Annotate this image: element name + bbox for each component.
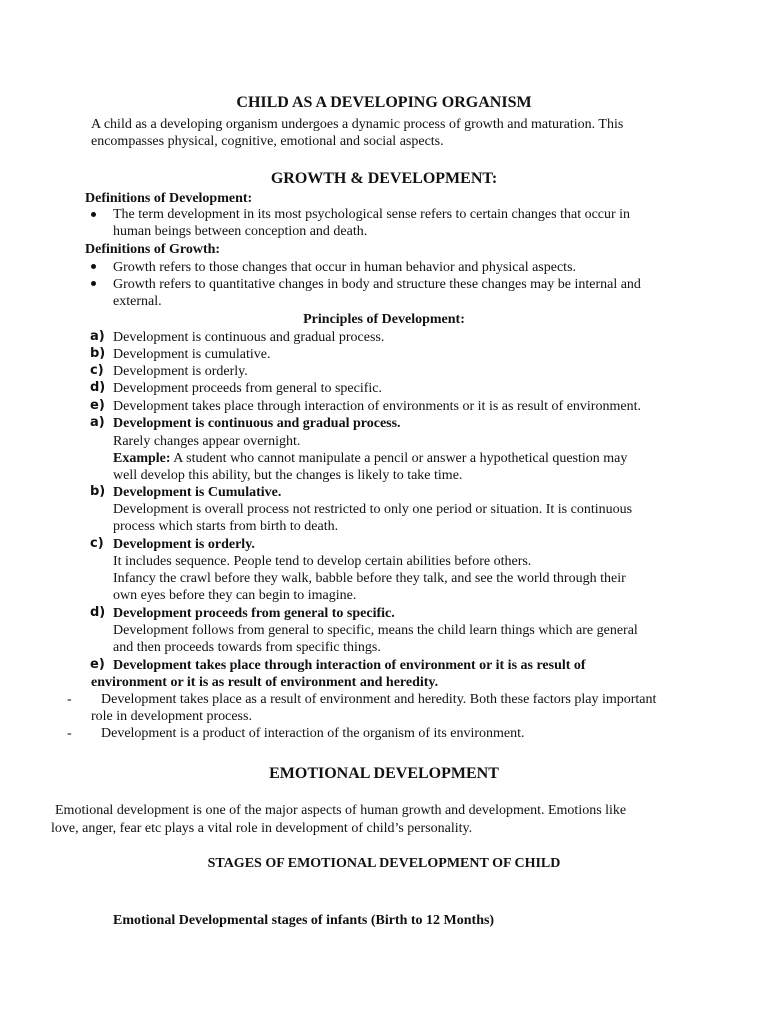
example-label: Example: [113,451,171,466]
detail-c-line: It includes sequence. People tend to develop certain abilities before others. [113,554,532,569]
detail-d-heading: Development proceeds from general to specific. [113,606,395,621]
list-letter: e) [90,657,105,672]
list-letter: b) [90,346,106,361]
list-letter: a) [90,415,105,430]
detail-e-heading: Development takes place through interaction of environment or it is as result of [113,658,586,673]
principle-item: Development takes place through interaction of environments or it is as result of environment. [113,399,641,414]
detail-c-line: own eyes before they can begin to imagine. [113,588,357,603]
detail-d-line: and then proceeds towards from specific things. [113,640,381,655]
dash-item: Development is a product of interaction of the organism of its environment. [101,726,525,741]
emotional-para-line-1: Emotional development is one of the major aspects of human growth and development. Emotions like [55,803,627,818]
document-title: CHILD AS A DEVELOPING ORGANISM [236,94,532,111]
detail-a-line: Rarely changes appear overnight. [113,434,301,449]
detail-b-line: Development is overall process not restricted to only one period or situation. It is continuous [113,502,633,517]
def-development-bullet-cont: human beings between conception and death. [113,224,368,239]
detail-b-heading: Development is Cumulative. [113,485,282,500]
def-growth-bullet-1: Growth refers to those changes that occur in human behavior and physical aspects. [113,260,577,275]
emotional-development-heading: EMOTIONAL DEVELOPMENT [269,765,499,782]
bullet-icon [91,281,96,286]
detail-a-heading: Development is continuous and gradual process. [113,416,401,431]
list-letter: c) [90,363,104,378]
list-letter: e) [90,398,105,413]
intro-line-2: encompasses physical, cognitive, emotional and social aspects. [91,134,444,149]
def-growth-heading: Definitions of Growth: [85,242,221,257]
def-development-bullet: The term development in its most psychological sense refers to certain changes that occur in [113,207,631,222]
bullet-icon [91,264,96,269]
principle-item: Development proceeds from general to specific. [113,381,383,396]
emotional-para-line-2: love, anger, fear etc plays a vital role in development of child’s personality. [51,821,473,836]
detail-c-line: Infancy the crawl before they walk, babble before they talk, and see the world through their [113,571,626,586]
principle-item: Development is cumulative. [113,347,271,362]
def-development-heading: Definitions of Development: [85,191,253,206]
dash-item: Development takes place as a result of environment and heredity. Both these factors play important [101,692,657,707]
principle-item: Development is continuous and gradual process. [113,330,385,345]
def-growth-bullet-2: Growth refers to quantitative changes in body and structure these changes may be internal and [113,277,641,292]
stages-heading: STAGES OF EMOTIONAL DEVELOPMENT OF CHILD [207,856,561,871]
detail-a-line: well develop this ability, but the changes is likely to take time. [113,468,463,483]
infants-stage-heading: Emotional Developmental stages of infants (Birth to 12 Months) [113,913,495,928]
bullet-icon [91,212,96,217]
list-letter: d) [90,605,106,620]
principles-heading: Principles of Development: [303,312,465,327]
list-letter: c) [90,536,104,551]
detail-e-heading-cont: environment or it is as result of environment and heredity. [91,675,439,690]
example-text: A student who cannot manipulate a pencil or answer a hypothetical question may [170,451,628,466]
def-growth-bullet-2-cont: external. [113,294,162,309]
growth-development-heading: GROWTH & DEVELOPMENT: [270,170,498,187]
dash-item-cont: role in development process. [91,709,252,724]
dash-marker: - [67,692,72,707]
detail-b-line: process which starts from birth to death. [113,519,339,534]
principle-item: Development is orderly. [113,364,248,379]
detail-d-line: Development follows from general to specific, means the child learn things which are general [113,623,638,638]
list-letter: d) [90,380,106,395]
dash-marker: - [67,726,72,741]
detail-c-heading: Development is orderly. [113,537,255,552]
list-letter: b) [90,484,106,499]
list-letter: a) [90,329,105,344]
intro-line-1: A child as a developing organism undergoes a dynamic process of growth and maturation. This [91,117,624,132]
detail-a-example [113,450,627,467]
